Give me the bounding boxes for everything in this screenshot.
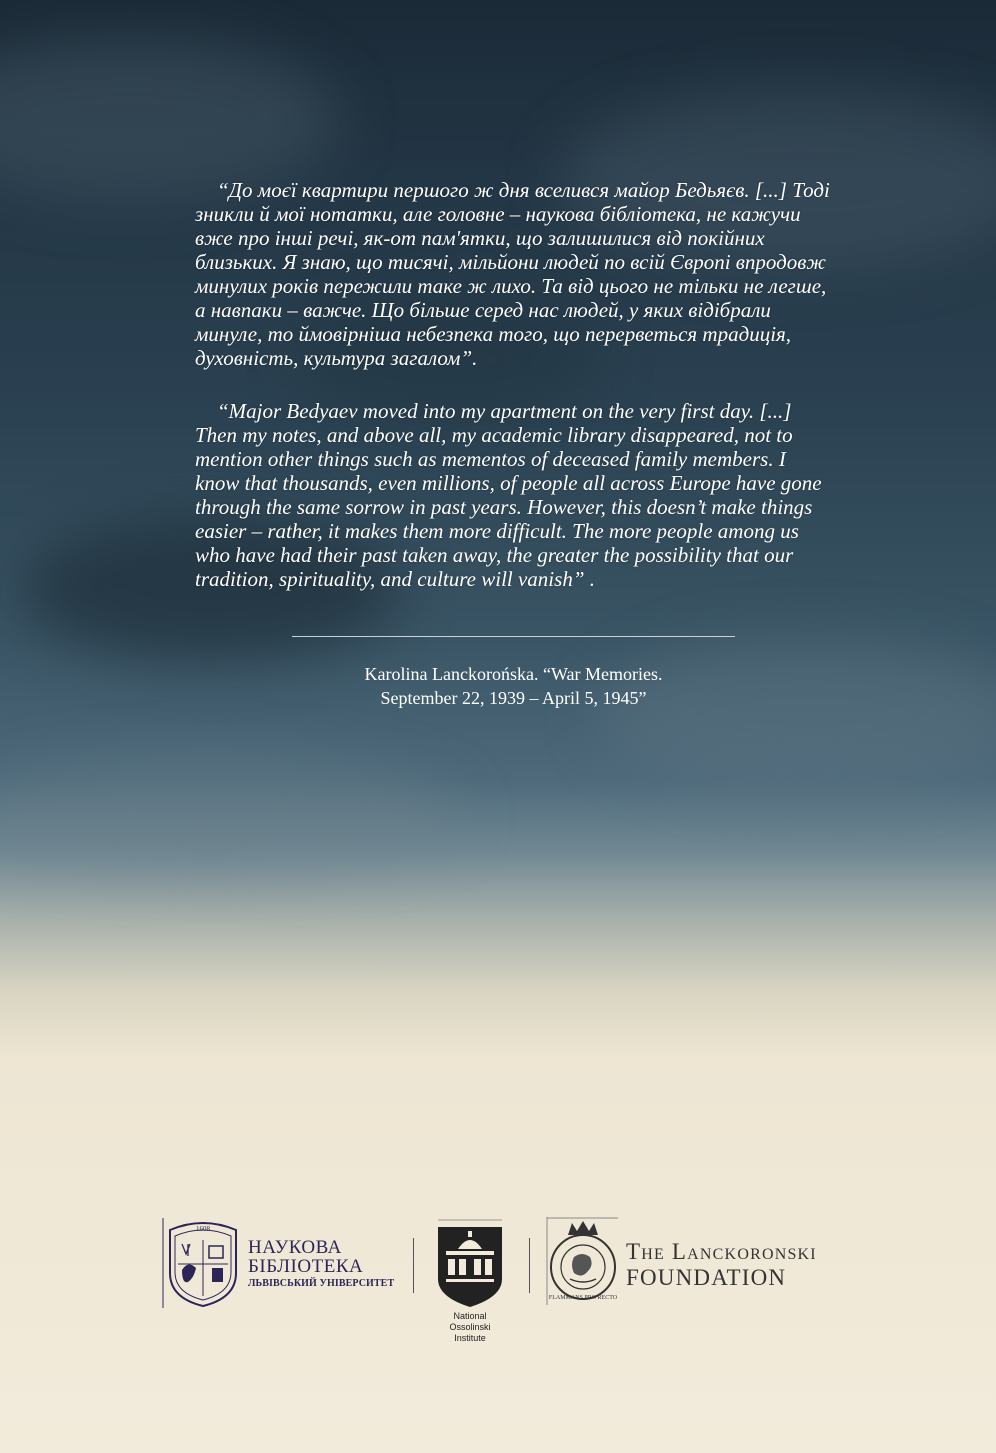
quote-ukrainian: “До моєї квартири першого ж дня вселився майор Бедьяєв. [...] Тоді зникли й мої нотатки, але головне – наукова бібліотека, не кажучи вже про інші речі, як-от пам'ятки, що залишилися від покійних близьких. Я знаю, що тисячі, мільйони людей по всій Європі впродовж минулих років пережили таке ж лихо. Та від цього не тільки не легше, а навпаки – важче. Що більше серед нас людей, у яких відібрали минуле, то ймовірніша небезпека того, що перерветься традиція, духовність, культура загалом”. [195, 178, 830, 370]
quote-english: “Major Bedyaev moved into my apartment on the very first day. [...] Then my notes, and above all, my academic library disappeared, not to mention other things such as mementos of deceased family members. I know that thousands, even millions, of people all across Europe have gone through the same sorrow in past years. However, this doesn’t make things easier – rather, it makes them more difficult. The more people among us who have had their past taken away, the greater the possibility that our tradition, spirituality, and culture will vanish” . [195, 399, 822, 591]
source-line-1: Karolina Lanckorońska. “War Memories. [364, 664, 663, 684]
library-name [248, 1238, 394, 1292]
library-line-3: ЛЬВІВСЬКИЙ УНІВЕРСИТЕТ [248, 1278, 395, 1289]
library-line-2: БІБЛІОТЕКА [248, 1256, 364, 1277]
logo-separator [413, 1238, 414, 1293]
lanckoronski-line-2: FOUNDATION [626, 1265, 787, 1290]
divider-rule [292, 636, 735, 637]
quote-source [292, 662, 735, 710]
library-founding-year: 1608 [196, 1225, 210, 1233]
lanckoronski-line-1: The Lanckoronski [626, 1239, 817, 1264]
ossolineum-line-2: Ossolinski [449, 1322, 491, 1332]
lanckoronski-name [626, 1239, 817, 1291]
lanckoronski-seal-icon [546, 1217, 620, 1305]
seal-motto: FLAMMANS PRO RECTO [548, 1295, 618, 1301]
partner-logos [0, 1215, 996, 1355]
ossolineum-line-1: National [453, 1311, 487, 1321]
ossolineum-building-icon [436, 1219, 504, 1309]
ossolineum-name [436, 1311, 504, 1344]
ossolineum-line-3: Institute [454, 1333, 486, 1343]
source-line-2: September 22, 1939 – April 5, 1945” [380, 688, 647, 708]
library-line-1: НАУКОВА [248, 1237, 342, 1258]
logo-separator [529, 1238, 530, 1293]
library-crest-icon [162, 1218, 244, 1308]
